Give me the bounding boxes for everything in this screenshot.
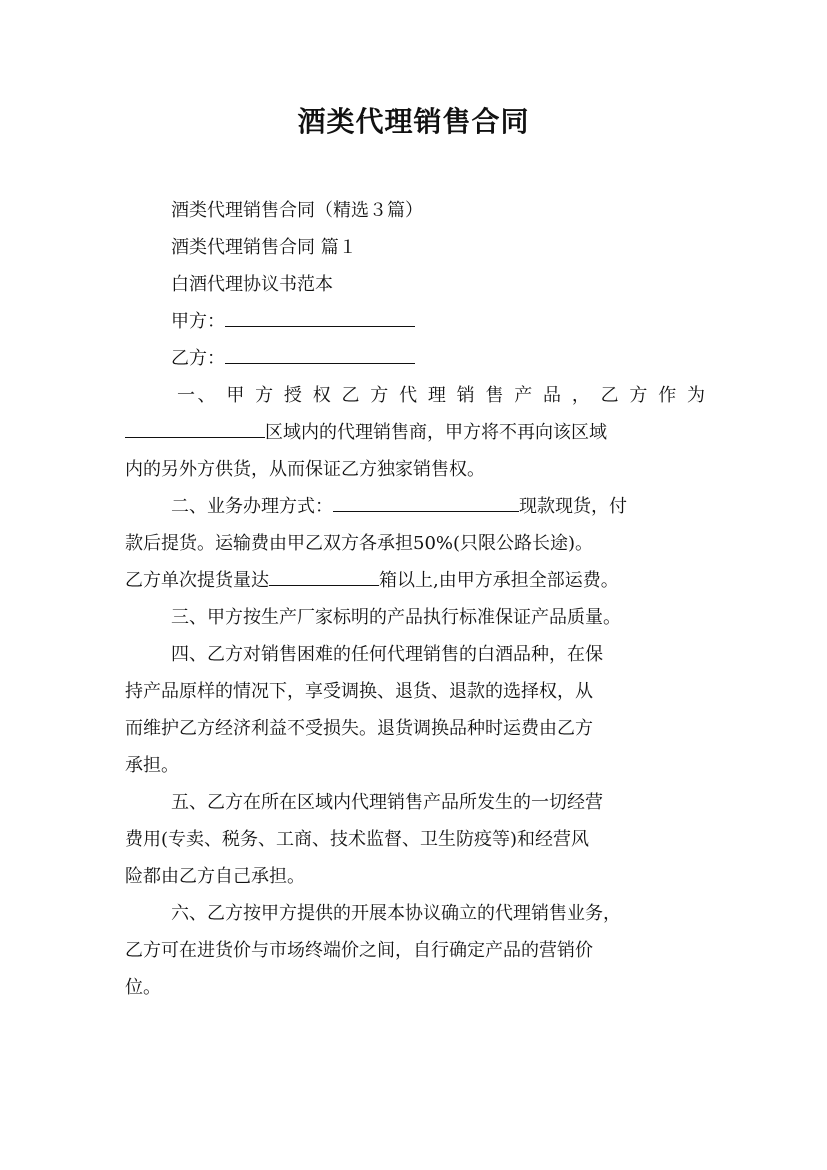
clause-2 [125,491,705,597]
document-body [125,195,705,1009]
doc-line-heading: 酒类代理销售合同（精选３篇） [171,200,423,221]
clause-1-row-2 [125,417,705,449]
clause-2-row-1-text: 现款现货，付 [519,496,627,517]
document-title: 酒类代理销售合同 [297,105,530,138]
doc-line-part: 酒类代理销售合同 篇１ [171,237,357,258]
clause-2-row-1-label: 二、业务办理方式： [171,496,333,517]
box-quantity-blank [269,565,379,586]
clause-6-row-2: 乙方可在进货价与市场终端价之间，自行确定产品的营销价 [125,940,593,961]
clause-1-row-3: 内的另外方供货，从而保证乙方独家销售权。 [125,459,485,480]
party-b-label: 乙方： [171,348,225,369]
clause-1 [125,380,705,486]
doc-line-subtitle: 白酒代理协议书范本 [171,274,333,295]
clause-2-row-1 [125,491,705,523]
clause-4-row-3: 而维护乙方经济利益不受损失。退货调换品种时运费由乙方 [125,718,593,739]
party-a-label: 甲方： [171,311,225,332]
clause-4-row-1: 四、乙方对销售困难的任何代理销售的白酒品种，在保 [171,644,603,665]
clause-2-row-3 [125,565,705,597]
clause-5 [125,787,705,893]
clause-6-row-1: 六、乙方按甲方提供的开展本协议确立的代理销售业务， [171,903,621,924]
clause-5-row-2: 费用(专卖、税务、工商、技术监督、卫生防疫等)和经营风 [125,829,590,850]
clause-4-row-2: 持产品原样的情况下，享受调换、退货、退款的选择权，从 [125,681,593,702]
clause-2-row-2: 款后提货。运输费由甲乙双方各承担50%(只限公路长途)。 [125,533,594,554]
region-blank [125,417,265,438]
business-method-blank [333,491,519,512]
clause-3-row-1: 三、甲方按生产厂家标明的产品执行标准保证产品质量。 [171,607,621,628]
clause-5-row-1: 五、乙方在所在区域内代理销售产品所发生的一切经营 [171,792,603,813]
clause-6 [125,898,705,1004]
clause-1-row-1: 一、 甲 方 授 权 乙 方 代 理 销 售 产 品 ， 乙 方 作 为 [177,385,705,406]
party-a-blank [225,306,415,327]
clause-1-row-2-text: 区域内的代理销售商，甲方将不再向该区域 [265,422,607,443]
party-b-line [125,343,705,375]
clause-4 [125,639,705,782]
clause-5-row-3: 险都由乙方自己承担。 [125,866,305,887]
clause-4-row-4: 承担。 [125,755,179,776]
party-a-line [125,306,705,338]
clause-6-row-3: 位。 [125,977,161,998]
clause-2-row-3-label: 乙方单次提货量达 [125,570,269,591]
clause-2-row-3-text: 箱以上,由甲方承担全部运费。 [379,570,619,591]
party-b-blank [225,343,415,364]
clause-3 [125,602,705,634]
